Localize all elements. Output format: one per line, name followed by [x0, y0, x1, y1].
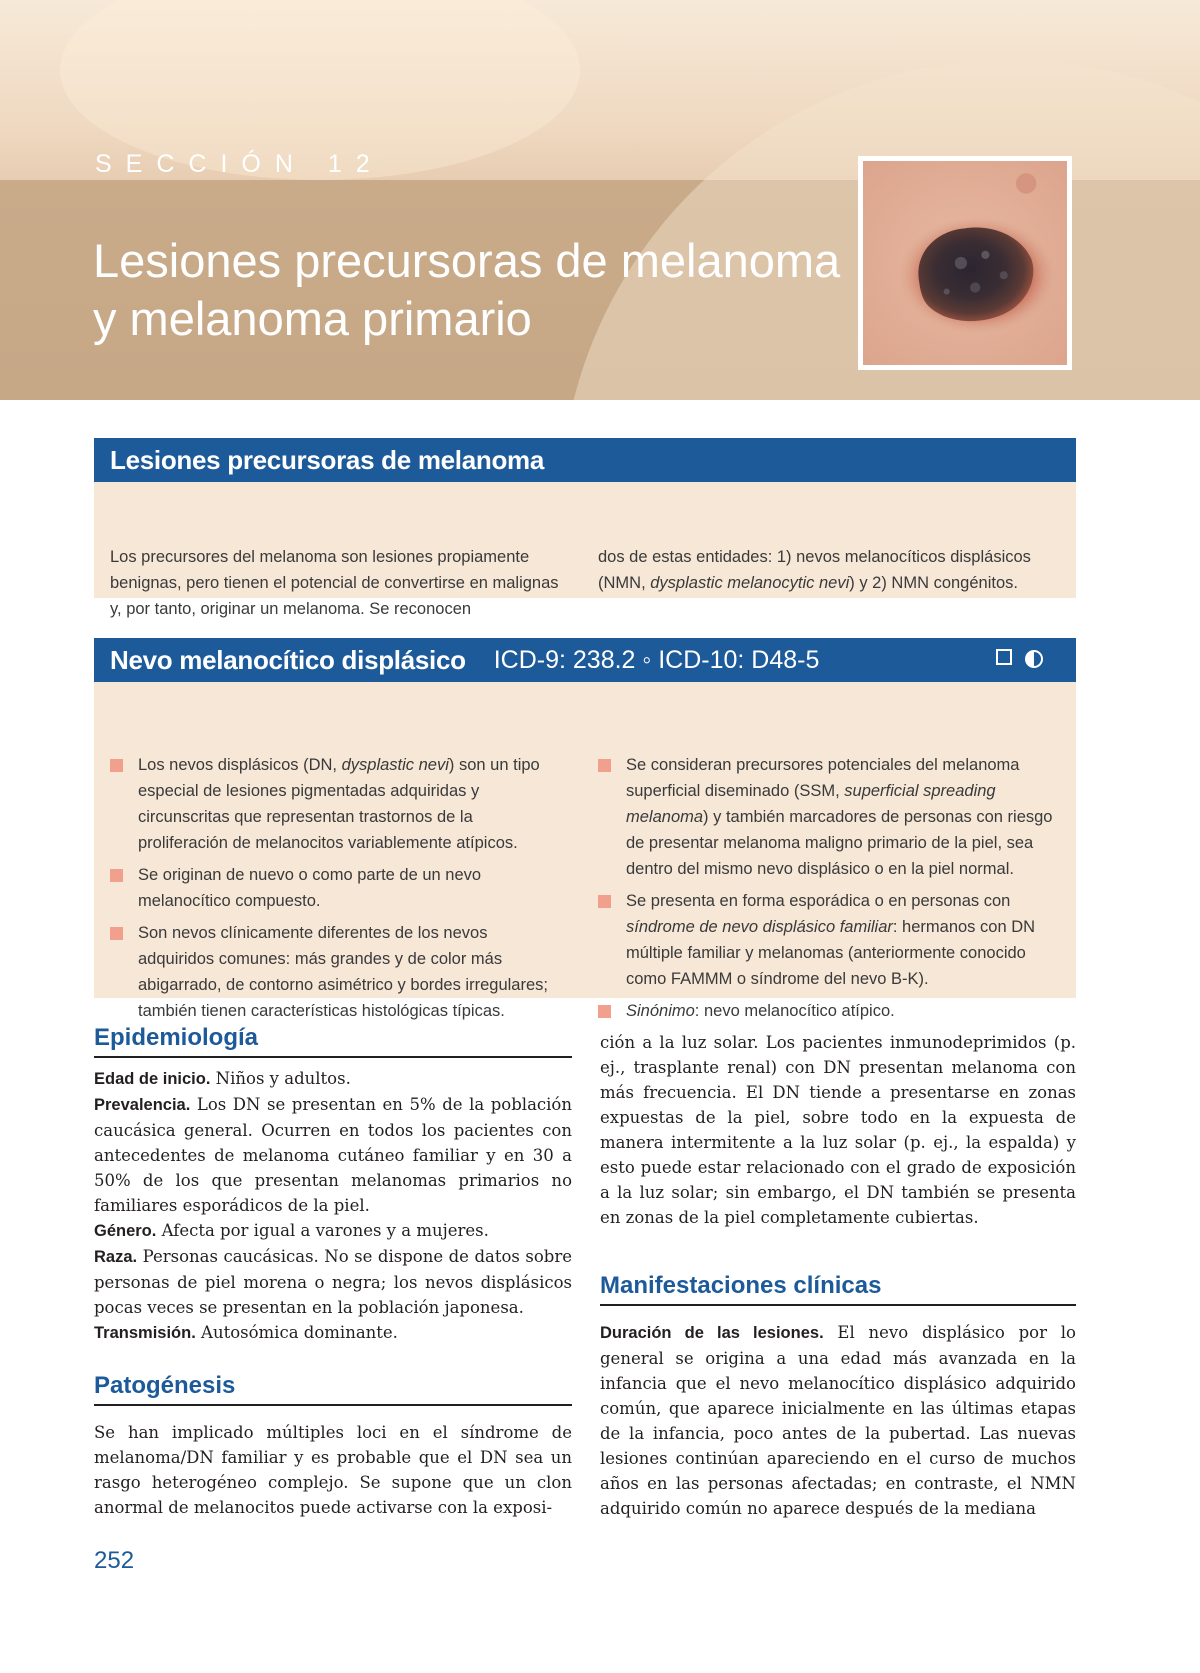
bullet-text-italic: superficial spreading melanoma: [626, 782, 996, 826]
bullet-square-icon: [110, 869, 123, 882]
clinical-manifestations-heading: Manifestaciones clínicas: [600, 1272, 1076, 1306]
item-label: Duración de las lesiones.: [600, 1324, 824, 1342]
list-item: [110, 862, 556, 914]
continuation-paragraph: ción a la luz solar. Los pacientes inmunodeprimidos (p. ej., trasplante renal) con DN presentan melanoma con más frecuencia. El DN tiende a presentarse en zonas expuestas de la piel, sobre todo en la expuesta de manera intermitente a la luz solar (p. ej., la espalda) y esto puede estar relacionado con el grado de exposición a la luz solar; sin embargo, el DN también se presenta en zonas de la piel completamente cubiertas.: [600, 1033, 1076, 1227]
item-text: Afecta por igual a varones y a mujeres.: [156, 1221, 489, 1240]
pathogenesis-heading: Patogénesis: [94, 1372, 572, 1406]
right-column: [600, 1030, 1076, 1521]
pathogenesis-paragraph: Se han implicado múltiples loci en el síndrome de melanoma/DN familiar y es probable que el DN sea un rasgo heterogéneo complejo. Se supone que un clon anormal de melanocitos puede activarse con la exposi-: [94, 1423, 572, 1517]
intro-paragraph-right: [598, 544, 1064, 596]
page-title-line-2: y melanoma primario: [93, 292, 532, 345]
list-item: [598, 888, 1062, 992]
epidemiology-item: [94, 1218, 572, 1244]
bullet-text: : nevo melanocítico atípico.: [694, 1002, 895, 1020]
list-item: [110, 752, 556, 856]
item-label: Prevalencia.: [94, 1096, 191, 1114]
duration-paragraph: [600, 1320, 1076, 1521]
list-item: [598, 998, 1062, 1024]
bullets-left: [110, 752, 556, 1030]
item-text: Personas caucásicas. No se dispone de datos sobre personas de piel morena o negra; los nevos displásicos pocas veces se presentan en la población japonesa.: [94, 1247, 572, 1317]
left-column: [94, 1024, 572, 1520]
intro-column-right: [598, 544, 1064, 596]
header-icons: [996, 649, 1044, 669]
item-label: Género.: [94, 1222, 157, 1240]
continuation-text: [600, 1030, 1076, 1230]
page-title: [93, 232, 853, 348]
intro-column-left: [110, 544, 560, 622]
epidemiology-item: [94, 1092, 572, 1218]
item-label: Transmisión.: [94, 1324, 196, 1342]
item-label: Raza.: [94, 1248, 138, 1266]
clinical-manifestations-text: [600, 1320, 1076, 1521]
item-label: Edad de inicio.: [94, 1070, 211, 1088]
half-circle-icon: [1024, 649, 1044, 669]
intro-text-italic: dysplastic melanocytic nevi: [650, 574, 850, 592]
precursor-lesions-header: [94, 438, 1076, 482]
bullet-text: Se consideran precursores potenciales del melanoma superficial diseminado (SSM,: [626, 756, 1020, 800]
dysplastic-nevus-box: [94, 638, 1076, 1020]
list-item: [110, 920, 556, 1024]
pathogenesis-text: [94, 1420, 572, 1520]
lesion-image: [863, 161, 1067, 365]
icd-codes: ICD-9: 238.2 ◦ ICD-10: D48-5: [493, 645, 820, 674]
dysplastic-nevus-header: [94, 638, 1076, 682]
box-heading: Nevo melanocítico displásico: [110, 644, 466, 675]
bullet-square-icon: [598, 759, 611, 772]
epidemiology-heading: Epidemiología: [94, 1024, 572, 1058]
bullet-text-italic: Sinónimo: [626, 1002, 695, 1020]
square-icon: [996, 649, 1012, 665]
epidemiology-item: [94, 1244, 572, 1320]
epidemiology-item: [94, 1320, 572, 1346]
bullets-right: [598, 752, 1062, 1030]
bullet-text: Los nevos displásicos (DN,: [138, 756, 342, 774]
section-label: SECCIÓN 12: [95, 150, 384, 178]
bullet-text: ) y también marcadores de personas con riesgo de presentar melanoma maligno primario de la piel, sea dentro del mismo nevo displásico o en la piel normal.: [626, 808, 1053, 878]
bullet-text: : hermanos con DN múltiple familiar y melanomas (anteriormente conocido como FAMMM o síndrome del nevo B-K).: [626, 918, 1036, 988]
bullet-text: ) son un tipo especial de lesiones pigmentadas adquiridas y circunscritas que representan trastornos de la proliferación de melanocitos variablemente atípicos.: [138, 756, 540, 852]
bullet-text: Se originan de nuevo o como parte de un nevo melanocítico compuesto.: [138, 866, 482, 910]
bullet-square-icon: [598, 895, 611, 908]
item-text: Autosómica dominante.: [195, 1323, 398, 1342]
intro-paragraph-left: Los precursores del melanoma son lesiones propiamente benignas, pero tienen el potencial de convertirse en malignas y, por tanto, originar un melanoma. Se reconocen: [110, 548, 559, 618]
page-number: 252: [94, 1547, 135, 1574]
bullet-square-icon: [110, 759, 123, 772]
list-item: [598, 752, 1062, 882]
precursor-lesions-box: [94, 438, 1076, 618]
bullet-text-italic: dysplastic nevi: [341, 756, 449, 774]
bullet-text-italic: síndrome de nevo displásico familiar: [626, 918, 893, 936]
bullet-text: Son nevos clínicamente diferentes de los nevos adquiridos comunes: más grandes y de color más abigarrado, de contorno asimétrico y bordes irregulares; también tienen características histológicas típicas.: [138, 924, 548, 1020]
bullet-text: Se presenta en forma esporádica o en personas con: [626, 892, 1011, 910]
bullet-square-icon: [598, 1005, 611, 1018]
box-heading: Lesiones precursoras de melanoma: [110, 444, 545, 475]
item-text: Los DN se presentan en 5% de la población caucásica general. Ocurren en todos los pacientes con antecedentes de melanoma cutáneo familiar y en 30 a 50% de los que presentan melanomas primarios no familiares esporádicos de la piel.: [94, 1095, 572, 1215]
header-banner: [0, 0, 1200, 400]
melanoma-photo: [858, 156, 1072, 370]
item-text: Niños y adultos.: [210, 1069, 351, 1088]
epidemiology-item: [94, 1066, 572, 1092]
item-text: El nevo displásico por lo general se origina a una edad más avanzada en la infancia que el nevo melanocítico displásico adquirido común, que aparece inicialmente en las últimas etapas de la infancia, poco antes de la pubertad. Las nuevas lesiones continúan apareciendo en el curso de muchos años en las personas afectadas; en contraste, el NMN adquirido común no aparece después de la mediana: [600, 1323, 1076, 1518]
page-title-line-1: Lesiones precursoras de melanoma: [93, 234, 841, 287]
intro-text-1: dos de estas entidades: 1) nevos melanocíticos displásicos (NMN,: [598, 548, 1031, 592]
intro-text-2: ) y 2) NMN congénitos.: [849, 574, 1018, 592]
epidemiology-text: [94, 1066, 572, 1346]
bullet-square-icon: [110, 927, 123, 940]
